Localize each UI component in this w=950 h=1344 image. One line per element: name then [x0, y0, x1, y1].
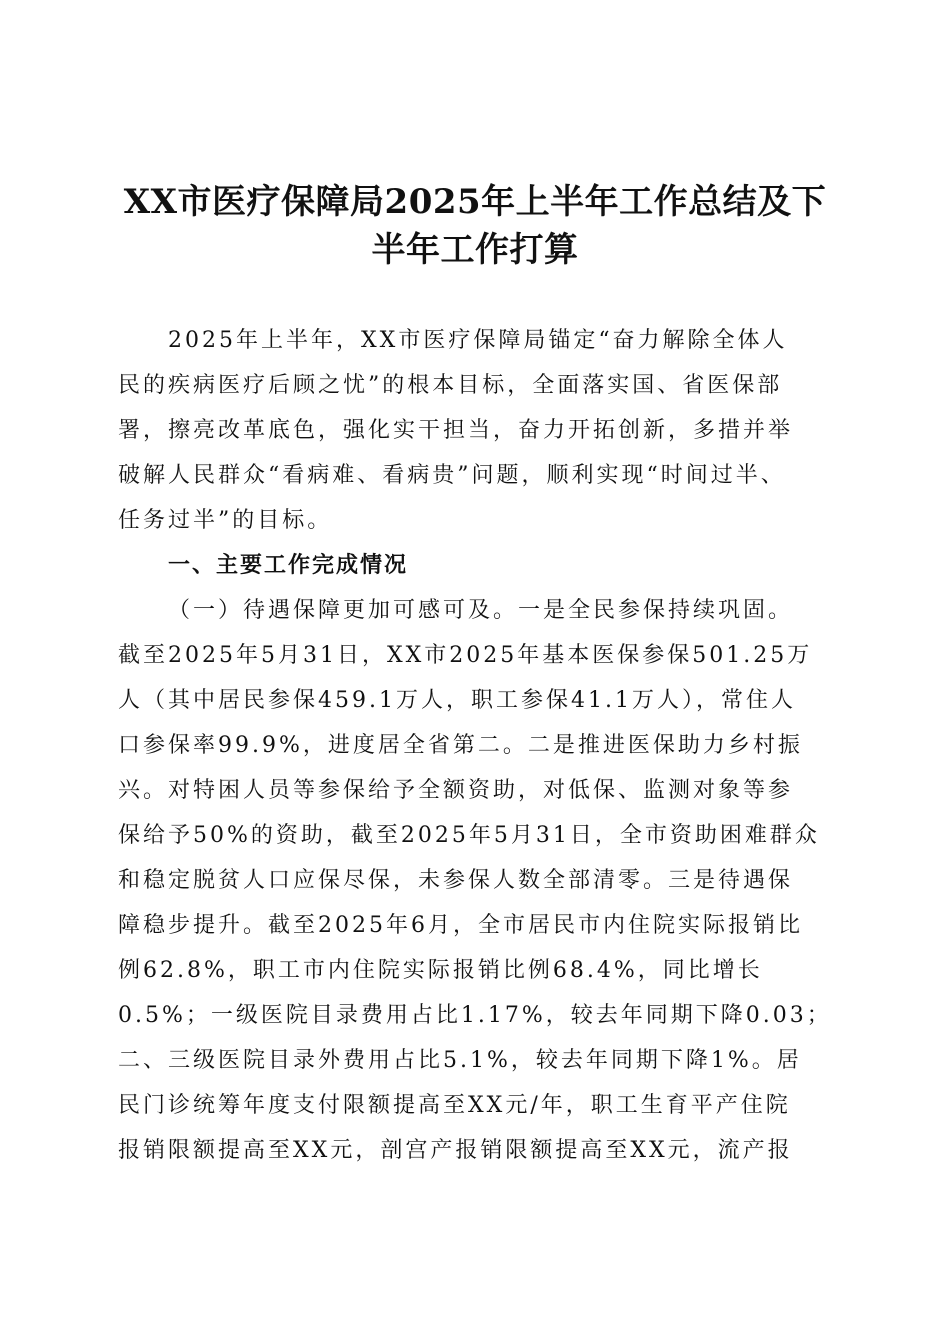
section-1-line: 口参保率99.9%，进度居全省第二。二是推进医保助力乡村振 [118, 733, 803, 758]
section-heading: 一、主要工作完成情况 [168, 553, 409, 578]
title-line-2: 半年工作打算 [371, 230, 579, 270]
section-1-line: 截至2025年5月31日，XX市2025年基本医保参保501.25万 [118, 643, 813, 668]
intro-line: 任务过半”的目标。 [118, 508, 333, 533]
section-1-line: 兴。对特困人员等参保给予全额资助，对低保、监测对象等参 [118, 778, 794, 803]
section-1-line: 和稳定脱贫人口应保尽保，未参保人数全部清零。三是待遇保 [118, 868, 794, 893]
section-1-line: 报销限额提高至XX元，剖宫产报销限额提高至XX元，流产报 [118, 1138, 793, 1163]
section-1-line: （一）待遇保障更加可感可及。一是全民参保持续巩固。 [168, 598, 794, 623]
section-1-line: 障稳步提升。截至2025年6月，全市居民市内住院实际报销比 [118, 913, 803, 938]
title-line-1: XX市医疗保障局2025年上半年工作总结及下 [123, 182, 827, 222]
intro-line: 2025年上半年，XX市医疗保障局锚定“奋力解除全体人 [168, 328, 788, 353]
intro-line: 署，擦亮改革底色，强化实干担当，奋力开拓创新，多措并举 [118, 418, 794, 443]
intro-paragraph [118, 318, 828, 543]
section-1-line: 民门诊统筹年度支付限额提高至XX元/年，职工生育平产住院 [118, 1093, 791, 1118]
section-1-line: 人（其中居民参保459.1万人，职工参保41.1万人），常住人 [118, 688, 796, 713]
document-title [100, 178, 850, 274]
section-1-line: 0.5%；一级医院目录费用占比1.17%，较去年同期下降0.03； [118, 1003, 832, 1028]
intro-line: 破解人民群众“看病难、看病贵”问题，顺利实现“时间过半、 [118, 463, 786, 488]
document-body [118, 318, 832, 1173]
section-1-paragraph [118, 588, 832, 1173]
section-1-line: 保给予50%的资助，截至2025年5月31日，全市资助困难群众 [118, 823, 820, 848]
intro-line: 民的疾病医疗后顾之忧”的根本目标，全面落实国、省医保部 [118, 373, 783, 398]
section-1-line: 二、三级医院目录外费用占比5.1%，较去年同期下降1%。居 [118, 1048, 802, 1073]
section-1-line: 例62.8%，职工市内住院实际报销比例68.4%，同比增长 [118, 958, 763, 983]
